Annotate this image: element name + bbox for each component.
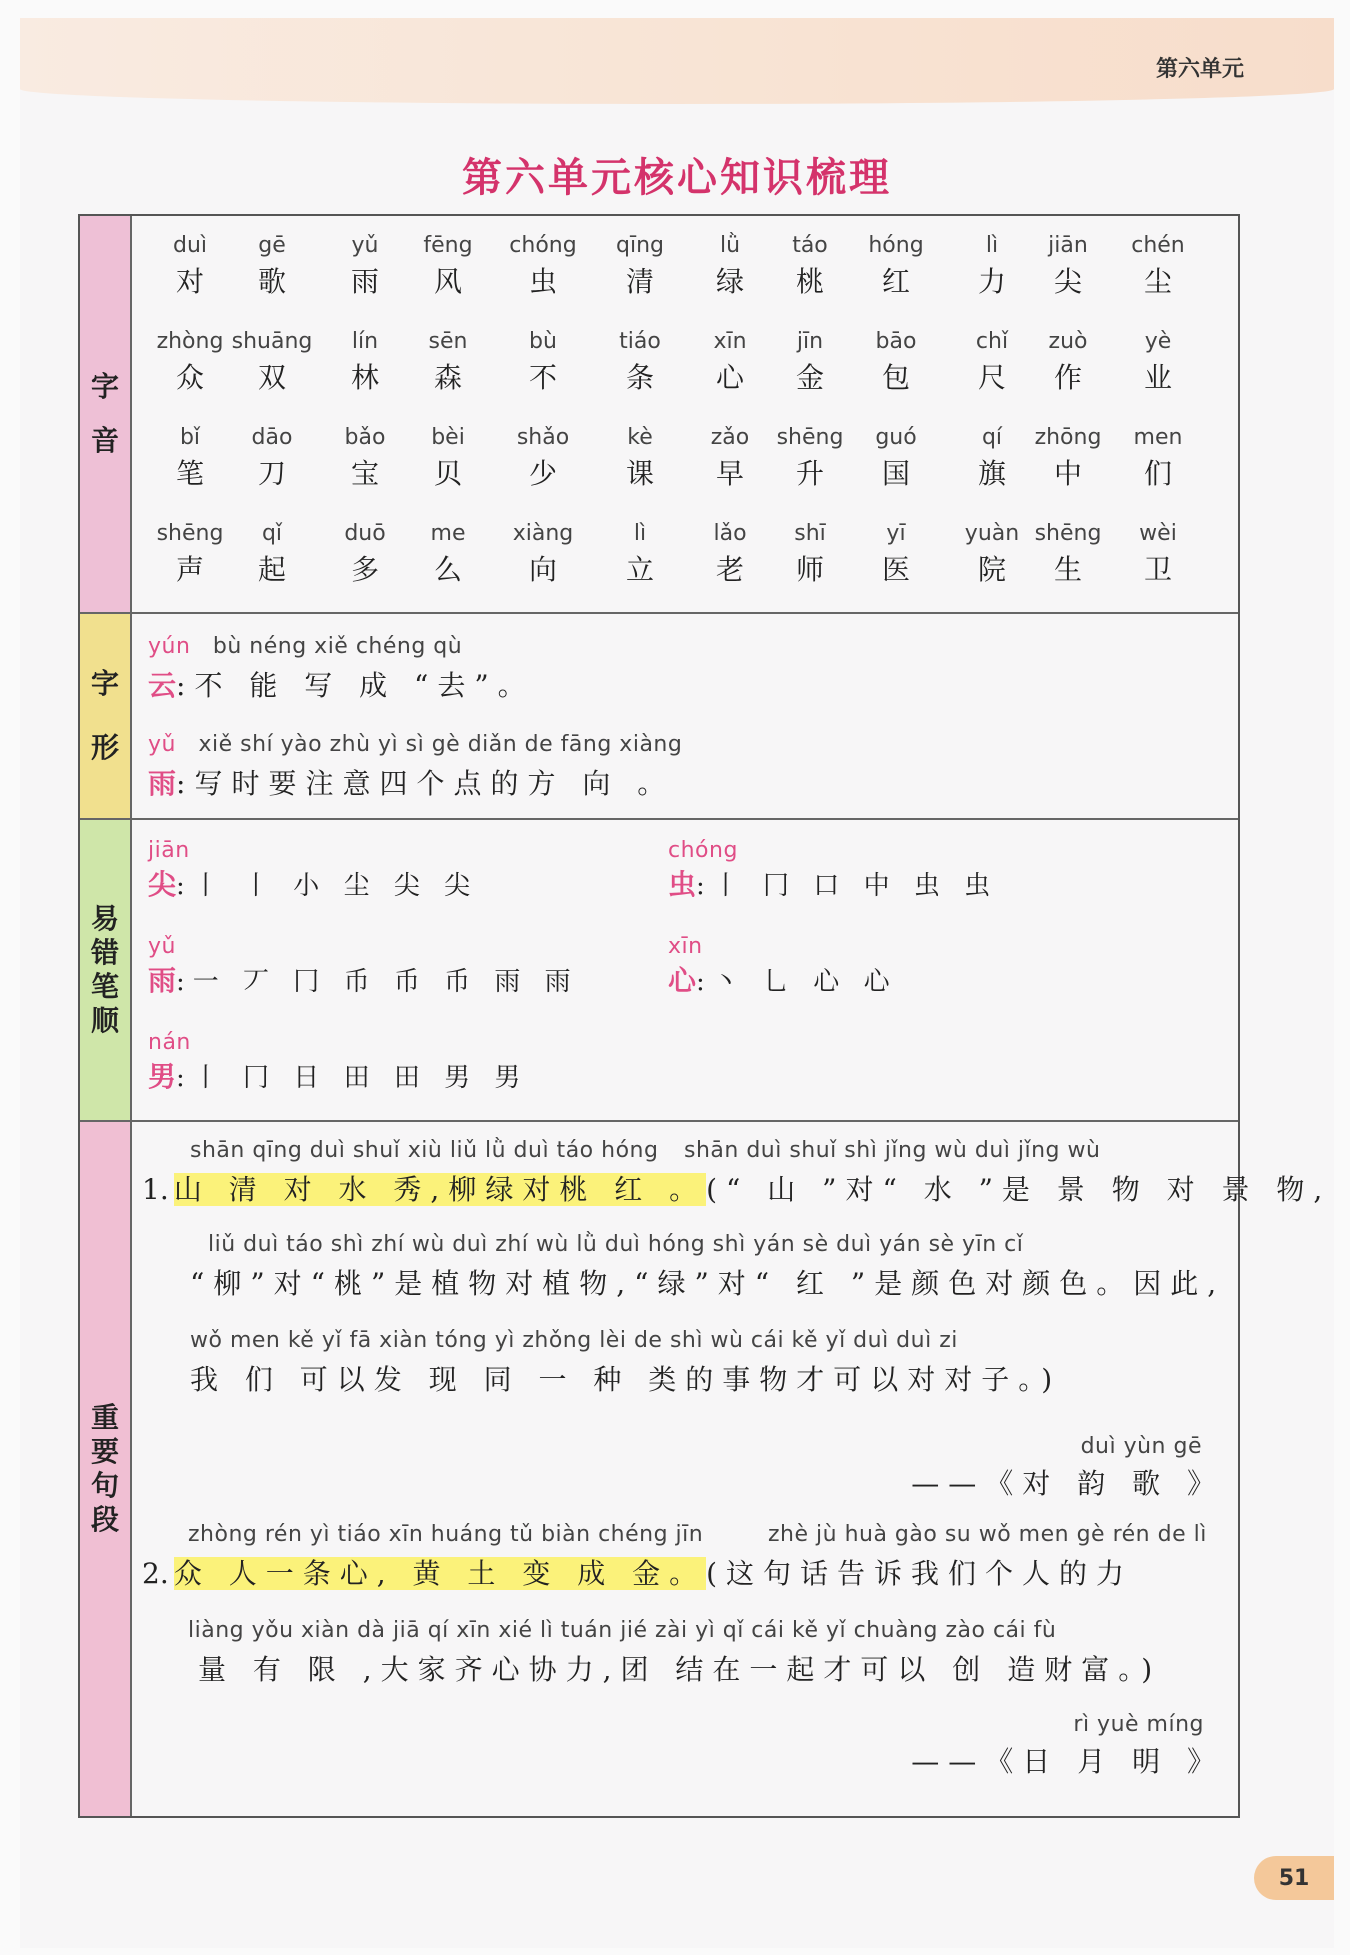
char-pinyin: chǐ — [975, 329, 1009, 354]
char-cell — [762, 518, 858, 590]
char-hanzi: 红 — [881, 265, 910, 298]
char-hanzi: 条 — [625, 361, 654, 394]
char-pinyin: hóng — [868, 233, 924, 258]
char-cell — [495, 326, 591, 398]
char-hanzi: 宝 — [350, 457, 379, 490]
pinyin-row — [132, 230, 1238, 326]
zixing-2-pinyin: yǔ xiě shí yào zhù yì sì gè diǎn de fāng xiàng — [148, 732, 683, 757]
char-pinyin: lǜ — [719, 233, 741, 258]
char-hanzi: 多 — [350, 553, 379, 586]
char-hanzi: 卫 — [1143, 553, 1172, 586]
page-number: 51 — [1254, 1856, 1334, 1900]
char-cell — [400, 230, 496, 302]
char-hanzi: 作 — [1053, 361, 1082, 394]
char-cell — [224, 230, 320, 302]
char-hanzi: 桃 — [795, 265, 824, 298]
char-hanzi: 课 — [625, 457, 654, 490]
char-hanzi: 清 — [625, 265, 654, 298]
char-hanzi: 生 — [1053, 553, 1082, 586]
char-hanzi: 虫 — [528, 265, 557, 298]
char-pinyin: duō — [344, 521, 386, 546]
s2-pinyin-2: liàng yǒu xiàn dà jiā qí xīn xié lì tuán jié zài yì qǐ cái kě yǐ chuàng zào cái fù — [188, 1618, 1057, 1643]
char-pinyin: kè — [627, 425, 653, 450]
section-label-ju-duan: 重 要 句 段 — [80, 1122, 132, 1816]
char-cell — [317, 326, 413, 398]
char-cell — [317, 422, 413, 494]
char-hanzi: 中 — [1053, 457, 1082, 490]
char-hanzi: 医 — [881, 553, 910, 586]
char-cell — [1020, 518, 1116, 590]
char-pinyin: qīng — [616, 233, 664, 258]
s1-pinyin-2: liǔ duì táo shì zhí wù duì zhí wù lǜ duì hóng shì yán sè duì yán sè yīn cǐ — [208, 1232, 1024, 1257]
s2-pinyin-hl: zhòng rén yì tiáo xīn huáng tǔ biàn chéng jīn — [188, 1522, 704, 1547]
char-pinyin: shǎo — [516, 425, 570, 450]
char-hanzi: 尖 — [1053, 265, 1082, 298]
char-pinyin: qí — [981, 425, 1003, 450]
char-hanzi: 早 — [715, 457, 744, 490]
s1-line2: “柳”对“桃”是植物对植物,“绿”对“ 红 ”是颜色对颜色。因此, — [190, 1267, 1226, 1300]
section-zi-yin — [80, 216, 1238, 614]
char-hanzi: 众 — [175, 361, 204, 394]
char-hanzi: 们 — [1143, 457, 1172, 490]
char-pinyin: yuàn — [964, 521, 1020, 546]
char-hanzi: 刀 — [257, 457, 286, 490]
char-hanzi: 雨 — [350, 265, 379, 298]
char-cell — [400, 422, 496, 494]
char-cell — [400, 326, 496, 398]
section-ju-duan — [80, 1122, 1332, 1816]
s2-pinyin-rest: zhè jù huà gào su wǒ men gè rén de lì — [768, 1522, 1207, 1547]
char-hanzi: 向 — [528, 553, 557, 586]
char-hanzi: 升 — [795, 457, 824, 490]
char-cell — [224, 326, 320, 398]
char-hanzi: 风 — [433, 265, 462, 298]
zixing-1: 云:不 能 写 成 “去”。 — [148, 669, 535, 702]
char-pinyin: yǔ — [351, 233, 379, 258]
char-pinyin: sēn — [428, 329, 468, 354]
zixing-2: 雨:写时要注意四个点的方 向 。 — [148, 767, 675, 800]
char-hanzi: 老 — [715, 553, 744, 586]
char-cell — [1020, 422, 1116, 494]
s1-line3: 我 们 可以发 现 同 一 种 类的事物才可以对对子。) — [190, 1363, 1062, 1396]
char-hanzi: 森 — [433, 361, 462, 394]
char-pinyin: bǐ — [179, 425, 201, 450]
char-pinyin: shēng — [156, 521, 224, 546]
pinyin-grid — [132, 230, 1238, 614]
char-pinyin: zhòng — [156, 329, 224, 354]
char-pinyin: guó — [875, 425, 917, 450]
char-cell — [848, 422, 944, 494]
s2-line1: 2. 众 人一条心, 黄 土 变 成 金。(这句话告诉我们个人的力 — [142, 1557, 1134, 1590]
s1-highlight: 山 清 对 水 秀,柳绿对桃 红 。 — [173, 1173, 707, 1206]
char-pinyin: jiān — [1048, 233, 1088, 258]
section-label-zi-yin: 字 音 — [80, 216, 132, 612]
stroke-nan: nán 男:丨 冂 日 田 田 男 男 — [148, 1030, 529, 1093]
char-pinyin: gē — [258, 233, 286, 258]
stroke-chong: chóng 虫:丨 冂 口 中 虫 虫 — [668, 838, 999, 901]
char-pinyin: zhōng — [1034, 425, 1102, 450]
s1-pinyin-hl: shān qīng duì shuǐ xiù liǔ lǜ duì táo hóng — [190, 1138, 659, 1163]
knowledge-table — [78, 214, 1332, 1818]
char-cell — [495, 230, 591, 302]
pinyin-row — [132, 518, 1238, 614]
char-pinyin: me — [430, 521, 466, 546]
char-cell — [224, 422, 320, 494]
char-hanzi: 双 — [257, 361, 286, 394]
stroke-xin: xīn 心:丶 乚 心 心 — [668, 934, 898, 997]
char-hanzi: 歌 — [257, 265, 286, 298]
char-pinyin: fēng — [423, 233, 473, 258]
char-pinyin: shēng — [1034, 521, 1102, 546]
char-hanzi: 金 — [795, 361, 824, 394]
char-hanzi: 师 — [795, 553, 824, 586]
s1-pinyin-3: wǒ men kě yǐ fā xiàn tóng yì zhǒng lèi de shì wù cái kě yǐ duì duì zi — [190, 1328, 958, 1353]
char-pinyin: shēng — [776, 425, 844, 450]
char-pinyin: chén — [1131, 233, 1185, 258]
char-hanzi: 绿 — [715, 265, 744, 298]
char-hanzi: 业 — [1143, 361, 1172, 394]
char-hanzi: 不 — [528, 361, 557, 394]
char-pinyin: zǎo — [710, 425, 750, 450]
stroke-jian: jiān 尖:丨 丨 小 尘 尖 尖 — [148, 838, 479, 901]
s1-pinyin-rest: shān duì shuǐ shì jǐng wù duì jǐng wù — [684, 1138, 1101, 1163]
s2-highlight: 众 人一条心, 黄 土 变 成 金。 — [173, 1557, 707, 1590]
char-hanzi: 包 — [881, 361, 910, 394]
char-hanzi: 力 — [977, 265, 1006, 298]
s2-source-pinyin: rì yuè míng — [1073, 1712, 1204, 1737]
char-hanzi: 林 — [350, 361, 379, 394]
s2-source: ——《日 月 明 》 — [911, 1745, 1224, 1778]
s1-source-pinyin: duì yùn gē — [1080, 1434, 1202, 1459]
char-cell — [1110, 518, 1206, 590]
page — [20, 18, 1334, 1948]
section-zi-xing — [80, 614, 1238, 820]
char-pinyin: bèi — [431, 425, 465, 450]
char-cell — [400, 518, 496, 590]
char-cell — [1110, 230, 1206, 302]
char-cell — [224, 518, 320, 590]
s1-line1: 1. 山 清 对 水 秀,柳绿对桃 红 。(“ 山 ”对“ 水 ”是 景 物 对 景 物, — [142, 1173, 1332, 1206]
char-hanzi: 少 — [528, 457, 557, 490]
char-pinyin: yī — [886, 521, 906, 546]
char-cell — [592, 422, 688, 494]
section-label-bi-shun: 易 错 笔 顺 — [80, 820, 132, 1120]
char-pinyin: xiàng — [512, 521, 574, 546]
char-cell — [762, 230, 858, 302]
char-cell — [495, 518, 591, 590]
pinyin-row — [132, 326, 1238, 422]
char-hanzi: 国 — [881, 457, 910, 490]
char-cell — [592, 230, 688, 302]
char-cell — [317, 518, 413, 590]
char-hanzi: 院 — [977, 553, 1006, 586]
char-cell — [1110, 326, 1206, 398]
char-hanzi: 笔 — [175, 457, 204, 490]
char-hanzi: 尘 — [1143, 265, 1172, 298]
char-pinyin: bù — [529, 329, 557, 354]
char-pinyin: xīn — [713, 329, 747, 354]
char-pinyin: dāo — [251, 425, 293, 450]
char-pinyin: tiáo — [619, 329, 661, 354]
char-cell — [1020, 230, 1116, 302]
unit-label: 第六单元 — [1155, 57, 1244, 82]
char-cell — [762, 422, 858, 494]
char-pinyin: lín — [351, 329, 379, 354]
s2-line2: 量 有 限 ,大家齐心协力,团 结在一起才可以 创 造财富。) — [198, 1653, 1162, 1686]
char-hanzi: 立 — [625, 553, 654, 586]
char-pinyin: lǎo — [713, 521, 747, 546]
char-cell — [317, 230, 413, 302]
char-pinyin: bāo — [875, 329, 917, 354]
char-pinyin: lì — [633, 521, 647, 546]
char-pinyin: wèi — [1139, 521, 1177, 546]
char-cell — [1020, 326, 1116, 398]
char-pinyin: shī — [794, 521, 826, 546]
char-hanzi: 尺 — [977, 361, 1006, 394]
char-cell — [848, 326, 944, 398]
char-cell — [848, 518, 944, 590]
stroke-yu: yǔ 雨:一 丆 冂 币 币 币 雨 雨 — [148, 934, 579, 997]
header-banner — [20, 18, 1334, 104]
char-cell — [592, 518, 688, 590]
char-cell — [1110, 422, 1206, 494]
char-hanzi: 声 — [175, 553, 204, 586]
char-pinyin: yè — [1144, 329, 1172, 354]
char-pinyin: qǐ — [261, 521, 283, 546]
char-hanzi: 心 — [715, 361, 744, 394]
char-pinyin: shuāng — [231, 329, 313, 354]
char-hanzi: 起 — [257, 553, 286, 586]
char-hanzi: 对 — [175, 265, 204, 298]
char-hanzi: 贝 — [433, 457, 462, 490]
char-pinyin: táo — [792, 233, 828, 258]
char-pinyin: chóng — [509, 233, 577, 258]
char-cell — [592, 326, 688, 398]
char-hanzi: 么 — [433, 553, 462, 586]
s1-source: ——《对 韵 歌 》 — [911, 1467, 1224, 1500]
char-pinyin: zuò — [1048, 329, 1088, 354]
char-pinyin: men — [1133, 425, 1183, 450]
section-label-zi-xing: 字 形 — [80, 614, 132, 818]
zixing-1-pinyin: yún bù néng xiě chéng qù — [148, 634, 463, 659]
char-pinyin: jīn — [796, 329, 824, 354]
page-title: 第六单元核心知识梳理 — [462, 155, 892, 201]
pinyin-row — [132, 422, 1238, 518]
char-cell — [495, 422, 591, 494]
char-cell — [848, 230, 944, 302]
char-hanzi: 旗 — [977, 457, 1006, 490]
char-pinyin: duì — [172, 233, 208, 258]
char-cell — [762, 326, 858, 398]
section-bi-shun — [80, 820, 1238, 1122]
char-pinyin: lì — [985, 233, 999, 258]
char-pinyin: bǎo — [344, 425, 386, 450]
